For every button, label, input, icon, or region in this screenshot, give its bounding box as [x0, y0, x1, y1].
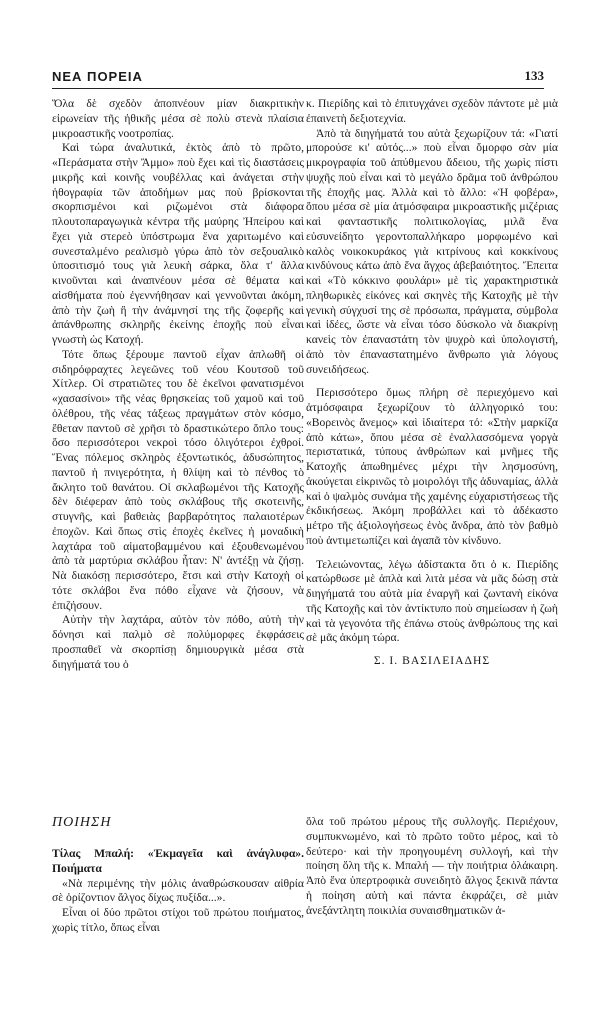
paragraph: Εἶναι οἱ δύο πρῶτοι στίχοι τοῦ πρώτου ποιήματος, χωρὶς τίτλο, ὅπως εἶναι [52, 906, 304, 934]
paragraph: Ἀπὸ τὰ διηγήματά του αὐτὰ ξεχωρίζουν τά: «Γιατί μπορούσε κι' αὐτός...» ποὺ εἶναι ὄμορφο σὰν μία μικρογραφία τοῦ ἀπύθμενου ἄδειου, τῆς χωρὶς πίστι ψυχῆς ποὺ εἶναι καὶ τὸ μεγάλο δρᾶμα τοῦ ἀνθρώπου τῆς ἐποχῆς μας. Ἀλλὰ καὶ τὸ ἄλλο: «Ἡ φοβέρα», ὅπου μέσα σὲ μία ἀτμόσφαιρα μικροαστικῆς μιζέριας καὶ φανταστικῆς πολιτικολογίας, μιλᾶ ἕνα εὐσυνείδητο γεροντοπαλλήκαρο μορφωμένο καὶ καλὸς νοικοκυράκος γιὰ κιτρίνους καὶ κοκκίνους κινδύνους κάτω ἀπὸ ἕνα ἄγχος ἀβεβαιότητος. Ἔπειτα καὶ «Τὸ κόκκινο φουλάρι» μὲ τὶς χαρακτηριστικὰ πληθωρικὲς εἰκόνες καὶ σκηνὲς τῆς Κατοχῆς μὲ τὴν γενικὴ σύγχυσί της σὲ πρόσωπα, πράγματα, σύμβολα καὶ ἰδέες, ὥστε νὰ εἶναι τόσο δύσκολο νὰ διακρίνῃ κανεὶς τὸν ἐπαναστάτη τὸν ψυχρὸ καὶ ὑπολογιστή, ἀπὸ τὸν ἐπαναστατημένο ἄνθρωπο γιὰ λόγους συνειδήσεως. [306, 126, 558, 376]
author-signature: Σ. Ι. ΒΑΣΙΛΕΙΑΔΗΣ [373, 654, 491, 667]
poetry-right-column [306, 815, 558, 918]
page-header [52, 62, 544, 89]
paragraph: κ. Πιερίδης καὶ τὸ ἐπιτυγχάνει σχεδὸν πάντοτε μὲ μιὰ ἐπαινετὴ δεξιοτεχνία. [306, 97, 558, 125]
left-column [52, 97, 304, 672]
book-quote: «Νὰ περιμένης τὴν μόλις ἀναθρώσκουσαν αἰθρία σὲ ὁρίζοντιον ἄλγος δίχως πυξίδα...». [52, 876, 304, 905]
page-number: 133 [524, 68, 544, 83]
section-title: ΠΟΙΗΣΗ [52, 815, 112, 830]
paragraph: ὅλα τοῦ πρώτου μέρους τῆς συλλογῆς. Περιέχουν, συμπυκνωμένο, καὶ τὸ πρῶτο τοῦτο μέρος, καὶ τὸ δεύτερο· καὶ τὴν προηγουμένη συλλογή, καὶ τὴν ποίηση ὅλη τῆς κ. Μπαλή — τὴν ποιήτρια ὁλάκαιρη. Ἀπὸ ἕνα ὑπερτροφικὰ συνειδητὸ ἄλγος ξεκινᾶ πάντα ἡ ποίηση αὐτὴ καὶ πάντα ἐκφράζει, σὲ μιὰν ἀνεξάντλητη ποικιλία συναισθηματικῶν ἀ- [306, 815, 558, 917]
paragraph: Αὐτὴν τὴν λαχτάρα, αὐτὸν τὸν πόθο, αὐτὴ τὴν δόνησι καὶ παλμὸ σὲ πολύμορφες ἐκφράσεις προσπαθεῖ νὰ σκορπίσῃ δημιουργικὰ μέσα στὰ διηγήματά του ὁ [52, 613, 304, 671]
paragraph: Ὅλα δὲ σχεδὸν ἀποπνέουν μίαν διακριτικὴν εἰρωνείαν τῆς ἠθικῆς μέσα σὲ πολὺ στενὰ πλαίσια μικροαστικῆς νοοτροπίας. [52, 97, 304, 140]
right-column [306, 97, 558, 669]
paragraph: Τότε ὅπως ξέρουμε παντοῦ εἶχαν ἁπλωθῆ οἱ σιδηρόφραχτες λεγεῶνες τοῦ νέου Κουτσοῦ τοῦ Χίτλερ. Οἱ στρατιῶτες του δὲ ἐκεῖνοι φανατισμένοι «χασασίνοι» τῆς νέας θρησκείας τοῦ χαμοῦ καὶ τοῦ ὀλέθρου, τῆς νέας τάξεως πραγμάτων στὸν κόσμο, ἔθεταν παντοῦ σὲ χρῆσι τὸ δραστικώτερο ὅπλο τους: ὅσο περισσότεροι νεκροὶ τόσο ὀλιγότεροι ἐχθροί. Ἕνας πόλεμος σκληρὸς ἐξοντωτικός, ἀδυσώπητος, παντοῦ ἡ πνιγερότητα, ἡ θλίψη καὶ τὸ πένθος τὸ ἄκλητο τοῦ θανάτου. Οἱ σκλαβωμένοι τῆς Κατοχῆς δὲν διέφεραν ἀπὸ τοὺς σκλάβους τῆς σκοτεινῆς, στυγνῆς, καὶ βαθειὰς βαρβαρότητος παλαιοτέρων ἐποχῶν. Καὶ ὅπως στὶς ἐποχὲς ἐκεῖνες ἡ μοναδικὴ λαχτάρα τοῦ αἱματοβαμμένου καὶ ἐξουθενωμένου ἀπὸ τὰ μαρτύρια σκλάβου ἦταν: Ν' ἀντέξῃ νὰ ζήσῃ. Νὰ διακόσῃ περισσότερο, ἔτσι καὶ στὴν Κατοχὴ οἱ τότε σκλάβοι ἕνα πόθο εἶχανε νὰ ζήσουν, νὰ ἐπιζήσουν. [52, 347, 304, 612]
paragraph: Περισσότερο ὅμως πλήρη σὲ περιεχόμενο καὶ ἀτμόσφαιρα ξεχωρίζουν τὸ ἀλληγορικό του: «Βορεινὸς ἄνεμος» καὶ ἰδιαίτερα τό: «Στὴν μαρκίζα ἀπὸ κάτω», ὅπου μέσα σὲ ἐναλλασσόμενα γοργὰ περιστατικά, τύπους ἀνθρώπων καὶ μνῆμες τῆς Κατοχῆς ἀπωθημένες μέχρι τὴν λησμοσύνη, ἀκούγεται εἰκρινῶς τὸ μοιρολόγι τῆς ἀδυναμίας, ἀλλὰ καὶ ὁ ψαλμὸς συνάμα τῆς χαμένης εὐχαριστήσεως τῆς ἐκδικήσεως. Ἀκόμη προβάλλει καὶ τὸ ἀδέκαστο μέτρο τῆς ἀξιολογήσεως ἑνὸς ἄνδρα, ἀπὸ τὸν βαθμὸ ποὺ ἀντιμετωπίζει καὶ ἀγαπᾶ τὸν κίνδυνο. [306, 386, 558, 547]
poetry-left-column [52, 847, 304, 936]
journal-title: ΝΕΑ ΠΟΡΕΙΑ [52, 69, 143, 84]
book-entry: Τίλας Μπαλή: «Ἐκμαγεῖα καὶ ἀνάγλυφα». Ποιήματα [52, 847, 304, 875]
paragraph: Τελειώνοντας, λέγω ἀδίστακτα ὅτι ὁ κ. Πιερίδης κατώρθωσε μὲ ἁπλὰ καὶ λιτὰ μέσα νὰ μᾶς δώσῃ στὰ διηγήματά του αὐτὰ μία ἐναργῆ καὶ ζωντανὴ εἰκόνα τῆς Κατοχῆς καὶ τὸν ἀντίκτυπο ποὺ σημείωσαν ἡ ζωὴ καὶ τὰ γεγονότα τῆς ἐπάνω στοὺς ἀνθρώπους της καὶ σὲ μᾶς ἀκόμη τώρα. [306, 557, 558, 645]
paragraph: Καὶ τώρα ἀναλυτικά, ἐκτὸς ἀπὸ τὸ πρῶτο, «Περάσματα στὴν Ἄμμο» ποὺ ἔχει καὶ τὶς διαστάσεις μικρῆς καὶ κοινῆς νουβέλλας καὶ ἀνάγεται στὴν ἠθογραφία τῶν ἀποδήμων μας ποὺ βρίσκονται σκορπισμένοι καὶ ριζωμένοι στὰ διάφορα πλουτοπαραγωγικὰ κέντρα τῆς μαύρης Ἠπείρου καὶ ἔχει γιὰ στερεὸ ὑπόστρωμα ἕνα χαριτωμένο καὶ συνεσταλμένο ρεαλισμὸ γύρω ἀπὸ τὸν σεξουαλικὸ ὑποσιτισμό τους γιὰ λευκὴ σάρκα, ὅλα τ' ἄλλα κινοῦνται καὶ ἀναπνέουν μέσα σὲ θέματα καὶ αἰσθήματα ποὺ ἐγεννήθησαν καὶ γεννοῦνται ἀκόμη, ἀπὸ τὴν ζωὴ ἢ τὴν ἀνάμνησί της τῆς ζοφερῆς καὶ ἀπάνθρωπης σκληρῆς ἐκείνης ἐποχῆς ποὺ εἶναι γνωστὴ ὡς Κατοχή. [52, 141, 304, 346]
